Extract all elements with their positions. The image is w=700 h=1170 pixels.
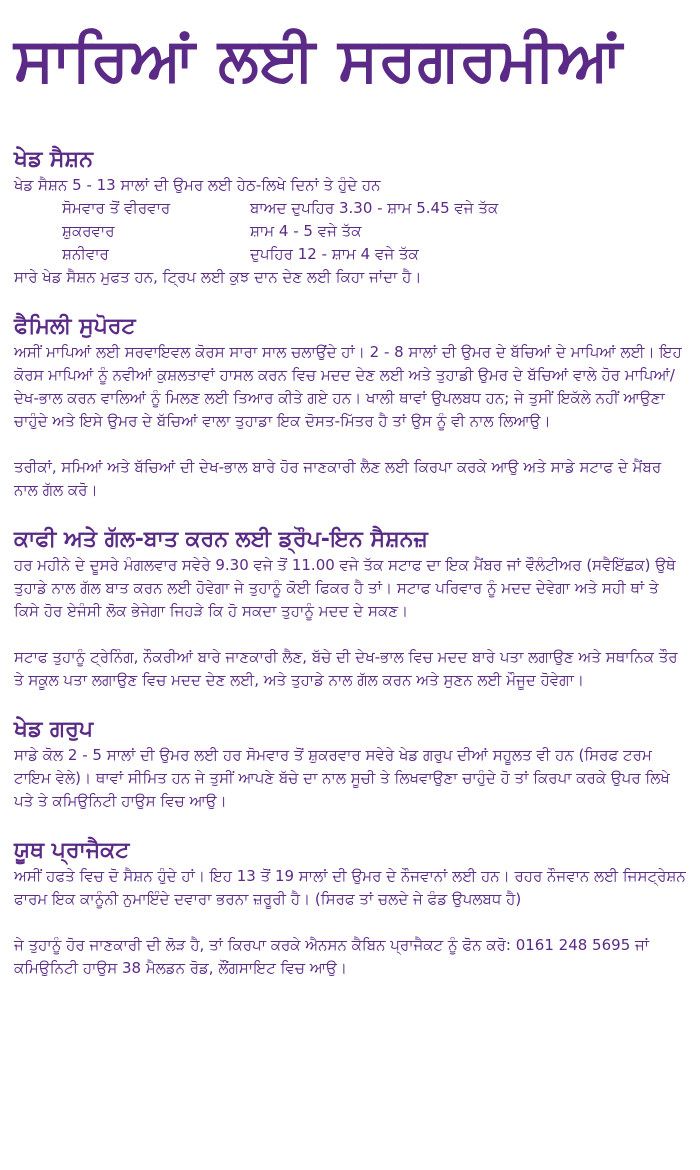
schedule-time: ਸ਼ਾਮ 4 - 5 ਵਜੇ ਤੱਕ (250, 222, 362, 240)
coffee-drop-in-paragraph-2: ਸਟਾਫ ਤੁਹਾਨੂੰ ਟ੍ਰੇਨਿੰਗ, ਨੌਕਰੀਆਂ ਬਾਰੇ ਜਾਣਕਾਰੀ ਲੈਣ, ਬੱਚੇ ਦੀ ਦੇਖ-ਭਾਲ ਵਿਚ ਮਦਦ ਬਾਰੇ ਪਤਾ ਲਗਾਉਣ ਅਤੇ ਸਥਾਨਿਕ ਤੌਰ ਤੇ ਸਕੂਲ ਪਤਾ ਲਗਾਉਣ ਵਿਚ ਮਦਦ ਦੇਣ ਲਈ, ਅਤੇ ਤੁਹਾਡੇ ਨਾਲ ਗੱਲ ਕਰਨ ਅਤੇ ਸੁਣਨ ਲਈ ਮੌਜੂਦ ਹੋਵੇਗਾ। (14, 648, 678, 689)
family-support-paragraph-2: ਤਰੀਕਾਂ, ਸਮਿਆਂ ਅਤੇ ਬੱਚਿਆਂ ਦੀ ਦੇਖ-ਭਾਲ ਬਾਰੇ ਹੋਰ ਜਾਣਕਾਰੀ ਲੈਣ ਲਈ ਕਿਰਪਾ ਕਰਕੇ ਆਉ ਅਤੇ ਸਾਡੇ ਸਟਾਫ ਦੇ ਮੈਂਬਰ ਨਾਲ ਗੱਲ ਕਰੋ। (14, 458, 662, 499)
coffee-drop-in-paragraph-1: ਹਰ ਮਹੀਨੇ ਦੇ ਦੂਸਰੇ ਮੰਗਲਵਾਰ ਸਵੇਰੇ 9.30 ਵਜੇ ਤੋਂ 11.00 ਵਜੇ ਤੱਕ ਸਟਾਫ ਦਾ ਇਕ ਮੈਂਬਰ ਜਾਂ ਵੌਲੰਟੀਅਰ (ਸਵੈਇੱਛਕ) ਉਥੇ ਤੁਹਾਡੇ ਨਾਲ ਗੱਲ ਬਾਤ ਕਰਨ ਲਈ ਹੋਵੇਗਾ ਜੇ ਤੁਹਾਨੂੰ ਕੋਈ ਫਿਕਰ ਹੈ ਤਾਂ। ਸਟਾਫ ਪਰਿਵਾਰ ਨੂੰ ਮਦਦ ਦੇਵੇਗਾ ਅਤੇ ਸਹੀ ਥਾਂ ਤੇ ਕਿਸੇ ਹੋਰ ਏਜੰਸੀ ਲੋਕ ਭੇਜੇਗਾ ਜਿਹੜੇ ਕਿ ਹੋ ਸਕਦਾ ਤੁਹਾਨੂੰ ਮਦਦ ਦੇ ਸਕਣ। (14, 556, 676, 620)
play-sessions-note: ਸਾਰੇ ਖੇਡ ਸੈਸ਼ਨ ਮੁਫਤ ਹਨ, ਟ੍ਰਿਪ ਲਈ ਕੁਝ ਦਾਨ ਦੇਣ ਲਈ ਕਿਹਾ ਜਾਂਦਾ ਹੈ। (14, 268, 422, 286)
section-play-sessions (14, 146, 688, 289)
schedule-day: ਸ਼ਨੀਵਾਰ (62, 245, 109, 263)
page-title: ਸਾਰਿਆਂ ਲਈ ਸਰਗਰਮੀਆਂ (14, 25, 624, 95)
section-family-support (14, 313, 688, 502)
section-heading-youth-project: ਯੂਥ ਪ੍ਰਾਜੈਕਟ (14, 838, 130, 863)
paragraph-gap (14, 623, 688, 646)
section-heading-coffee-drop-in: ਕਾਫੀ ਅਤੇ ਗੱਲ-ਬਾਤ ਕਰਨ ਲਈ ਡ੍ਰੌਪ-ਇਨ ਸੈਸ਼ਨਜ਼ (14, 527, 428, 552)
section-heading-play-group: ਖੇਡ ਗਰੁਪ (14, 717, 94, 742)
schedule-row (62, 243, 498, 266)
document-page (14, 0, 688, 980)
youth-project-contact: ਜੇ ਤੁਹਾਨੂੰ ਹੋਰ ਜਾਣਕਾਰੀ ਦੀ ਲੋੜ ਹੈ, ਤਾਂ ਕਿਰਪਾ ਕਰਕੇ ਐਨਸਨ ਕੈਬਿਨ ਪ੍ਰਾਜੈਕਟ ਨੂੰ ਫੋਨ ਕਰੋ: 0161 248 5695 ਜਾਂ ਕਮਿਉਨਿਟੀ ਹਾਉਸ 38 ਮੈਲਡਨ ਰੋਡ, ਲੌਂਗਸਾਇਟ ਵਿਚ ਆਉ। (14, 936, 650, 977)
section-heading-play-sessions: ਖੇਡ ਸੈਸ਼ਨ (14, 147, 93, 172)
schedule-time: ਬਾਅਦ ਦੁਪਹਿਰ 3.30 - ਸ਼ਾਮ 5.45 ਵਜੇ ਤੱਕ (250, 199, 499, 217)
section-play-group (14, 716, 688, 813)
section-heading-family-support: ਫੈਮਿਲੀ ਸੁਪੋਰਟ (14, 314, 136, 339)
play-sessions-intro: ਖੇਡ ਸੈਸ਼ਨ 5 - 13 ਸਾਲਾਂ ਦੀ ਉਮਰ ਲਈ ਹੇਠ-ਲਿਖੇ ਦਿਨਾਂ ਤੇ ਹੁੰਦੇ ਹਨ (14, 176, 381, 194)
play-schedule-table (62, 197, 498, 266)
play-group-paragraph: ਸਾਡੇ ਕੋਲ 2 - 5 ਸਾਲਾਂ ਦੀ ਉਮਰ ਲਈ ਹਰ ਸੋਮਵਾਰ ਤੋਂ ਸ਼ੁਕਰਵਾਰ ਸਵੇਰੇ ਖੇਡ ਗਰੁਪ ਦੀਆਂ ਸਹੂਲਤ ਵੀ ਹਨ (ਸਿਰਫ ਟਰਮ ਟਾਇਮ ਵੇਲੇ)। ਥਾਵਾਂ ਸੀਮਿਤ ਹਨ ਜੇ ਤੁਸੀਂ ਆਪਣੇ ਬੱਚੇ ਦਾ ਨਾਲ ਸੂਚੀ ਤੇ ਲਿਖਵਾਉਣਾ ਚਾਹੁੰਦੇ ਹੋ ਤਾਂ ਕਿਰਪਾ ਕਰਕੇ ਉਪਰ ਲਿਖੇ ਪਤੇ ਤੇ ਕਮਿਉਨਿਟੀ ਹਾਉਸ ਵਿਚ ਆਉ। (14, 746, 670, 810)
family-support-paragraph-1: ਅਸੀਂ ਮਾਪਿਆਂ ਲਈ ਸਰਵਾਇਵਲ ਕੋਰਸ ਸਾਰਾ ਸਾਲ ਚਲਾਉਂਦੇ ਹਾਂ। 2 - 8 ਸਾਲਾਂ ਦੀ ਉਮਰ ਦੇ ਬੱਚਿਆਂ ਦੇ ਮਾਪਿਆਂ ਲਈ। ਇਹ ਕੋਰਸ ਮਾਪਿਆਂ ਨੂੰ ਨਵੀਆਂ ਕੁਸ਼ਲਤਾਵਾਂ ਹਾਸਲ ਕਰਨ ਵਿਚ ਮਦਦ ਦੇਣ ਲਈ ਅਤੇ ਤੁਹਾਡੀ ਉਮਰ ਦੇ ਬੱਚਿਆਂ ਵਾਲੇ ਹੋਰ ਮਾਪਿਆਂ/ਦੇਖ-ਭਾਲ ਕਰਨ ਵਾਲਿਆਂ ਨੂੰ ਮਿਲਣ ਲਈ ਤਿਆਰ ਕੀਤੇ ਗਏ ਹਨ। ਖਾਲੀ ਥਾਵਾਂ ਉਪਲਬਧ ਹਨ; ਜੇ ਤੁਸੀਂ ਇਕੱਲੇ ਨਹੀਂ ਆਉਣਾ ਚਾਹੁੰਦੇ ਅਤੇ ਇਸੇ ਉਮਰ ਦੇ ਬੱਚਿਆਂ ਵਾਲਾ ਤੁਹਾਡਾ ਇਕ ਦੋਸਤ-ਮਿੱਤਰ ਹੈ ਤਾਂ ਉਸ ਨੂੰ ਵੀ ਨਾਲ ਲਿਆਉ। (14, 343, 682, 430)
youth-project-paragraph-1: ਅਸੀਂ ਹਫਤੇ ਵਿਚ ਦੋ ਸੈਸ਼ਨ ਹੁੰਦੇ ਹਾਂ। ਇਹ 13 ਤੋਂ 19 ਸਾਲਾਂ ਦੀ ਉਮਰ ਦੇ ਨੌਜਵਾਨਾਂ ਲਈ ਹਨ। ਰਹਰ ਨੌਜਵਾਨ ਲਈ ਜਿਸਟ੍ਰੇਸ਼ਨ ਫਾਰਮ ਇਕ ਕਾਨੂੰਨੀ ਨੁਮਾਇੰਦੇ ਦਵਾਰਾ ਭਰਨਾ ਜ਼ਰੂਰੀ ਹੈ। (ਸਿਰਫ ਤਾਂ ਚਲਦੇ ਜੇ ਫੰਡ ਉਪਲਬਧ ਹੈ) (14, 867, 686, 908)
schedule-day: ਸ਼ੁਕਰਵਾਰ (62, 222, 115, 240)
paragraph-gap (14, 911, 688, 934)
schedule-time: ਦੁਪਹਿਰ 12 - ਸ਼ਾਮ 4 ਵਜੇ ਤੱਕ (250, 245, 419, 263)
schedule-day: ਸੋਮਵਾਰ ਤੋਂ ਵੀਰਵਾਰ (62, 199, 171, 217)
section-coffee-drop-in (14, 526, 688, 692)
schedule-row (62, 220, 498, 243)
paragraph-gap (14, 433, 688, 456)
schedule-row (62, 197, 498, 220)
section-youth-project (14, 837, 688, 980)
